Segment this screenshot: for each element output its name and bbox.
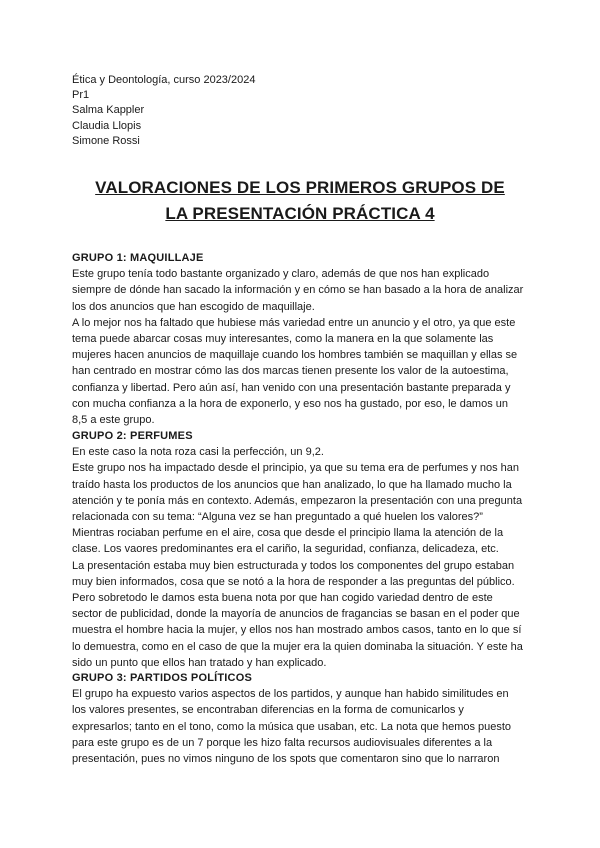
section-heading: GRUPO 3: PARTIDOS POLÍTICOS [72, 672, 252, 684]
text-line: lo demuestra, como en el caso de que la mujer era la quien dominaba la situación. Y este ha [72, 640, 523, 653]
text-line: relacionada con su tema: “Alguna vez se han preguntado a qué huelen los valores?” [72, 511, 483, 524]
section-body [72, 266, 532, 428]
text-line: La presentación estaba muy bien estructurada y todos los componentes del grupo estaban [72, 559, 515, 572]
section-heading: GRUPO 2: PERFUMES [72, 430, 193, 442]
practice-line: Pr1 [72, 89, 90, 102]
text-line: mujeres hacen anuncios de maquillaje cuando los hombres también se maquillan y ellas se [72, 349, 518, 362]
text-line: siempre de dónde han sacado la información y en cómo se han basado a la hora de analizar [72, 284, 524, 297]
text-line: Este grupo tenía todo bastante organizado y claro, además de que nos han explicado [72, 268, 490, 281]
text-line: con mucha confianza a la hora de exponerlo, y eso nos ha gustado, por eso, le damos un [72, 397, 509, 410]
text-line: los dos anuncios que han escogido de maquillaje. [72, 300, 315, 313]
text-line: han centrado en mostrar cómo las dos marcas tienen presente los valor de la autoestima, [72, 365, 509, 378]
section-body [72, 444, 532, 671]
text-line: atención y te ponía más en contexto. Además, empezaron la presentación con una pregunta [72, 494, 523, 507]
title-line: VALORACIONES DE LOS PRIMEROS GRUPOS DE [95, 178, 505, 197]
text-line: Este grupo nos ha impactado desde el principio, ya que su tema era de perfumes y nos han [72, 462, 519, 475]
text-line: clase. Los vaores predominantes era el cariño, la seguridad, confianza, delicadeza, etc. [72, 543, 499, 556]
text-line: El grupo ha expuesto varios aspectos de los partidos, y aunque han habido similitudes en [72, 688, 509, 701]
section-body [72, 686, 532, 767]
text-line: En este caso la nota roza casi la perfección, un 9,2. [72, 446, 324, 459]
document-title [60, 175, 540, 227]
section-grupo-3 [72, 670, 532, 767]
author-name: Salma Kappler [72, 104, 145, 117]
text-line: Pero sobretodo le damos esta buena nota por que han cogido variedad dentro de este [72, 592, 493, 605]
text-line: los valores presentes, se encontraban diferencias en la forma de comunicarlos y [72, 704, 464, 717]
text-line: sido un punto que ellos han tratado y han explicado. [72, 656, 327, 669]
section-grupo-2 [72, 428, 532, 671]
text-line: traído hasta los productos de los anuncios que han analizado, lo que ha llamado mucho la [72, 478, 512, 491]
course-line: Ética y Deontología, curso 2023/2024 [72, 74, 256, 86]
text-line: para este grupo es de un 7 porque les hizo falta recursos audiovisuales diferentes a la [72, 736, 493, 749]
section-heading: GRUPO 1: MAQUILLAJE [72, 252, 204, 264]
text-line: confianza y libertad. Pero aún así, han venido con una presentación bastante preparada y [72, 381, 511, 394]
section-grupo-1 [72, 250, 532, 428]
text-line: Mientras rociaban perfume en el aire, cosa que desde el principio llama la atención de la [72, 527, 504, 540]
text-line: tema puede abarcar cosas muy interesantes, como la manera en la que solamente las [72, 333, 494, 346]
document-header [72, 73, 255, 149]
title-line: LA PRESENTACIÓN PRÁCTICA 4 [165, 204, 435, 223]
text-line: sector de publicidad, donde la mayoría de anuncios de fragancias se basan en el poder que [72, 608, 520, 621]
text-line: muy bien informados, cosa que se notó a la hora de responder a las preguntas del público. [72, 575, 515, 588]
text-line: presentación, pues no vimos ninguno de los spots que comentaron sino que lo narraron [72, 753, 500, 766]
text-line: muestra el hombre hacia la mujer, y ellos nos han mostrado ambos casos, tanto en lo que sí [72, 624, 522, 637]
text-line: A lo mejor nos ha faltado que hubiese más variedad entre un anuncio y el otro, ya que este [72, 316, 516, 329]
author-name: Simone Rossi [72, 134, 140, 147]
text-line: 8,5 a este grupo. [72, 414, 155, 427]
text-line: expresarlos; tanto en el tono, como la música que usaban, etc. La nota que hemos puesto [72, 720, 512, 733]
author-name: Claudia Llopis [72, 119, 142, 132]
